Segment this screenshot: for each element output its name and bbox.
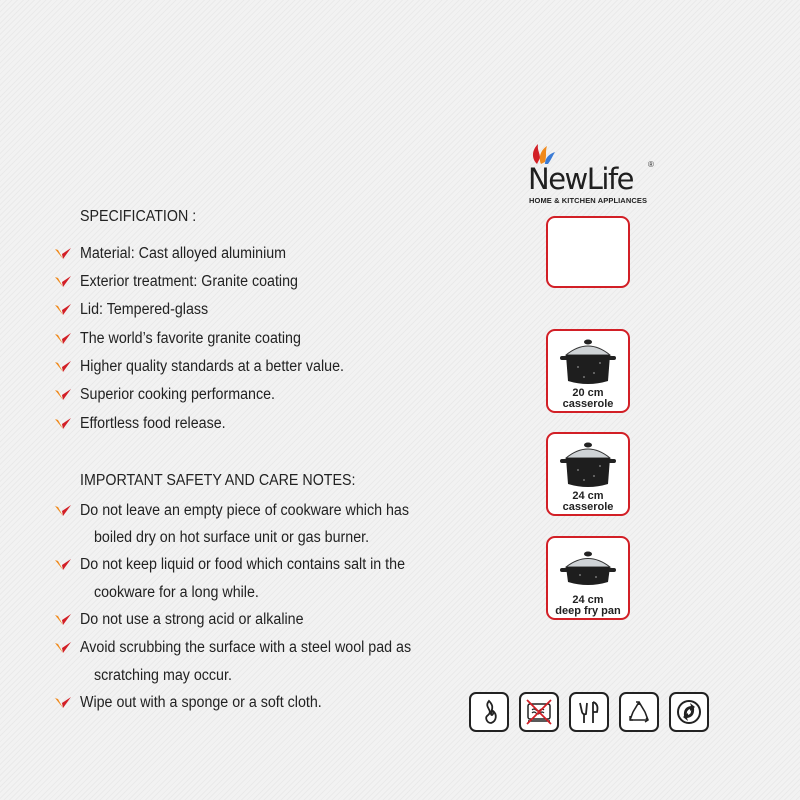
product-name: casserole <box>562 398 614 410</box>
safety-item-continuation: scratching may occur. <box>94 667 232 684</box>
safety-heading: IMPORTANT SAFETY AND CARE NOTES: <box>80 472 356 489</box>
brand-name: NewLife <box>528 162 634 196</box>
spec-item: The world’s favorite granite coating <box>80 330 301 347</box>
product-name: casserole <box>562 501 614 513</box>
safety-item: Avoid scrubbing the surface with a steel wool pad as <box>80 639 412 656</box>
casserole-icon <box>558 438 618 490</box>
product-size: 24 cm <box>572 490 604 502</box>
product-card <box>546 432 630 516</box>
bullet-icon <box>54 303 72 317</box>
brand-tagline: HOME & KITCHEN APPLIANCES <box>529 196 648 205</box>
bullet-icon <box>54 504 72 518</box>
safety-item: Do not leave an empty piece of cookware which has <box>80 502 409 519</box>
bullet-icon <box>54 641 72 655</box>
product-size: 24 cm <box>572 594 604 606</box>
spec-item: Exterior treatment: Granite coating <box>80 273 298 290</box>
spec-item: Material: Cast alloyed aluminium <box>80 245 287 262</box>
flame-symbol <box>469 692 509 732</box>
no-microwave-symbol <box>519 692 559 732</box>
spec-item: Higher quality standards at a better value. <box>80 358 344 375</box>
flame-icon <box>475 698 503 726</box>
recycle-symbol <box>619 692 659 732</box>
bullet-icon <box>54 558 72 572</box>
bullet-icon <box>54 360 72 374</box>
empty-product-frame <box>546 216 630 288</box>
bullet-icon <box>54 388 72 402</box>
bullet-icon <box>54 275 72 289</box>
product-size: 20 cm <box>572 387 604 399</box>
no-microwave-icon <box>525 698 553 726</box>
casserole-icon <box>558 335 618 387</box>
spec-item: Lid: Tempered-glass <box>80 301 209 318</box>
product-card <box>546 329 630 413</box>
product-card <box>546 536 630 620</box>
bullet-icon <box>54 332 72 346</box>
safety-item: Wipe out with a sponge or a soft cloth. <box>80 694 322 711</box>
green-dot-symbol <box>669 692 709 732</box>
safety-item-continuation: cookware for a long while. <box>94 584 259 601</box>
product-name: deep fry pan <box>555 605 621 617</box>
deep-fry-pan-icon <box>558 542 618 594</box>
bullet-icon <box>54 696 72 710</box>
safety-item: Do not use a strong acid or alkaline <box>80 611 304 628</box>
safety-item: Do not keep liquid or food which contains salt in the <box>80 556 406 573</box>
food-safe-icon <box>575 698 603 726</box>
specification-heading: SPECIFICATION : <box>80 208 197 225</box>
brand-logo <box>522 140 662 210</box>
bullet-icon <box>54 247 72 261</box>
registered-mark: ® <box>648 160 654 169</box>
spec-item: Effortless food release. <box>80 415 226 432</box>
bullet-icon <box>54 417 72 431</box>
food-safe-symbol <box>569 692 609 732</box>
bullet-icon <box>54 613 72 627</box>
spec-item: Superior cooking performance. <box>80 386 275 403</box>
green-dot-icon <box>675 698 703 726</box>
recycle-icon <box>625 698 653 726</box>
safety-item-continuation: boiled dry on hot surface unit or gas burner. <box>94 529 370 546</box>
